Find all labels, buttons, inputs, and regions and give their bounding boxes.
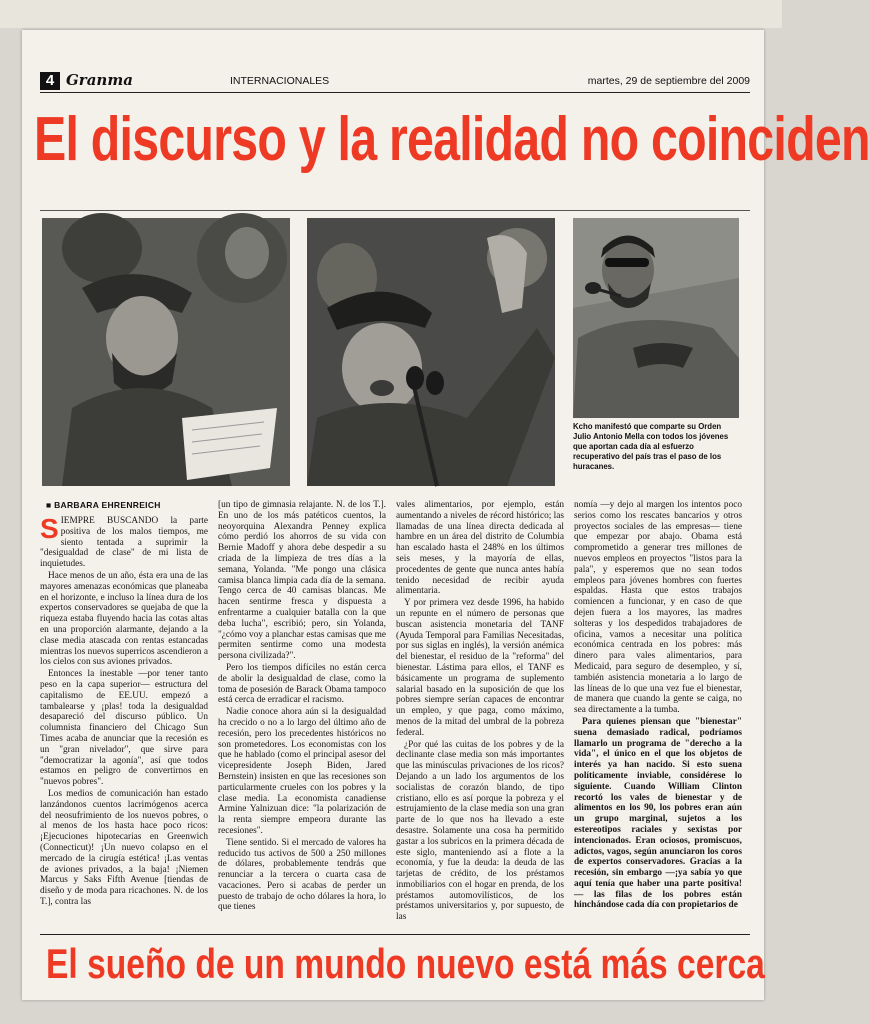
- divider: [40, 934, 750, 935]
- section-label: INTERNACIONALES: [230, 75, 330, 87]
- paragraph: Entonces la inestable —por tener tanto peso en la capa superior— estructura del capitalismo de EE.UU. empezó a tambalearse y ¡plas! toda la desigualdad desapareció del discurso público. Un columnista financiero del Chicago Sun Times acaba de anunciar que la recesión es un "gran nivelador", que sirve para "democratizar la agonía", así que todos estamos en peligro de convertirnos en "nuevos pobres".: [40, 669, 208, 788]
- article-column-3: [396, 500, 564, 930]
- paragraph: Los medios de comunicación han estado lanzándonos cuentos lacrimógenos acerca del neosufrimiento de los nuevos pobres, o al menos de los hasta hace poco ricos: ¡Ejecuciones hipotecarias en Greenwich (Connecticut)! ¡Un nuevo colapso en el mercado de la cirugía estética! ¡Las ventas de aviones privados, a la baja! ¡Niemen Marcus y Saks Fifth Avenue [tiendas de diseño y de moda para ricachones. N. de los T.], contra las: [40, 788, 208, 907]
- byline: ■ BARBARA EHRENREICH: [46, 500, 161, 510]
- article-column-4: [574, 500, 742, 930]
- paragraph: Nadie conoce ahora aún si la desigualdad ha crecido o no a lo largo del último año de recesión, pero los precedentes históricos no son prometedores. Los economistas con los que he hablado (como el principal asesor del vicepresidente Joseph Biden, Jared Bernstein) insisten en que las recesiones son particularmente crueles con los pobres y la clase media. La economista canadiense Armine Yalnizuan dice: "la polarización de la renta siempre empeora durante las recesiones".: [218, 707, 386, 836]
- page-number: 4: [40, 72, 60, 90]
- paragraph: Pero los tiempos difíciles no están cerca de abolir la desigualdad de clase, como la toma de posesión de Barack Obama tampoco está cerca de erradicar el racismo.: [218, 662, 386, 706]
- paragraph: Tiene sentido. Si el mercado de valores ha reducido tus activos de 500 a 250 millones de dólares, probablemente tendrás que renunciar a la tercera o cuarta casa de vacaciones. Pero si acabas de perder un puesto de trabajo de ocho dólares la hora, lo que tienes: [218, 837, 386, 913]
- paragraph-bold: Para quienes piensan que "bienestar" suena demasiado radical, podríamos llamarlo un programa de "derecho a la vida", el único en el que los objetos de interés ya han nacido. Si esto suena políticamente inviable, considérese lo siguiente. Cuando William Clinton recortó los vales de bienestar y de alimentos en los 90, los pobres eran aún un grupo marginal, sujetos a los estereotipos raciales y sexistas por intencionados. Eran ociosos, promiscuos, adictos, vagos, según anunciaron los coros de expertos conservadores. Gracias a la recesión, sin embargo —¡ya sabía yo que aquí tenía que haber una parte positiva!— las filas de los pobres están hinchándose cada día con propietarios de: [574, 716, 742, 911]
- photo-speaker-microphones: [307, 218, 555, 486]
- paragraph: ¿Por qué las cuitas de los pobres y de la declinante clase media son más importantes que las minúsculas privaciones de los ricos? Dejando a un lado los argumentos de los socialistas de corazón blando, de tipo cristiano, ello es así porque la pobreza y el estrujamiento de la clase media son una gran parte de lo que nos ha llevado a este desastre. Solamente una cosa ha permitido gastar a los subricos en la primera década de este siglo, manteniendo así a flote a la economía, y fue la deuda: la deuda de las tarjetas de crédito, de los préstamos inmobiliarios con el hogar en prenda, de los préstamos automovilísticos, de los préstamos universitarios y, por supuesto, de las: [396, 739, 564, 923]
- page-header: [40, 72, 750, 93]
- newspaper-page: [22, 30, 870, 1000]
- article-column-1: [40, 513, 208, 928]
- paragraph: [un tipo de gimnasia relajante. N. de los T.]. En uno de los más patéticos cuentos, la neoyorquina Alexandra Penney explica cómo perdió los ahorros de su vida con Bernie Madoff y ahora debe despedir a su criada de la limpieza de tres días a la semana, Yolanda. "Me pongo una clásica camisa blanca limpia cada día de la semana. Tengo cerca de 40 camisas blancas. Me hacen sentirme fresca y dispuesta a enfrentarme a cualquier batalla con la que deba lucha", escribió; pero, sin Yolanda, "¿cómo voy a planchar estas camisas que me permiten sentirme como una modesta persona civilizada?".: [218, 500, 386, 662]
- paragraph: IEMPRE BUSCANDO la parte positiva de los malos tiempos, me siento tentada a suprimir la "desigualdad de clase" de mi lista de inquietudes.: [40, 516, 208, 570]
- paragraph: vales alimentarios, por ejemplo, están aumentando a niveles de récord histórico; las llamadas de una línea directa dedicada al hambre en un área del distrito de Columbia han escalado hasta el 248% en los últimos seis meses, y la mayoría de ellas, procedentes de gente que nunca antes había tenido necesidad de recibir ayuda alimentaria.: [396, 500, 564, 597]
- paragraph: Hace menos de un año, ésta era una de las mayores amenazas económicas que planeaba en el horizonte, e incluso la línea dura de los expertos conservadores se quejaba de que la riqueza estaba fluyendo hacia las cotas altas en una proporción alarmante, dejando a la clase media atascada con rentas estancadas mientras los nuevos superricos ascendieron a los cielos con sus aviones privados.: [40, 570, 208, 668]
- divider: [40, 210, 750, 211]
- photo-man-microphone: [573, 218, 739, 418]
- photo-man-reading: [42, 218, 290, 486]
- paragraph: nomía —y dejo al margen los intentos poco serios como los rescates bancarios y otros proyectos sociales de las empresas— tiene que empezar por abajo. Obama está comprometido a generar tres millones de nuevos empleos en proyectos "listos para la pala", y esperemos que no sean todos empleos para jóvenes hombres con fuertes espaldas. Hasta que estos trabajos comiencen a funcionar, y en caso de que dejen fuera a los mayores, las madres solteras y los despedidos trabajadores de oficina, vamos a necesitar una política económica centrada en los pobres: más dinero para vales alimentarios, para Medicaid, para seguro de desempleo, y sí, también asistencia monetaria a lo largo de las líneas de lo que una vez fue el bienestar, de manera que cuando la gente se caiga, no sea directamente a la tumba.: [574, 500, 742, 716]
- issue-date: martes, 29 de septiembre del 2009: [587, 75, 750, 87]
- bottom-headline: El sueño de un mundo nuevo está más cerca: [46, 940, 765, 987]
- article-column-2: [218, 500, 386, 930]
- author-name: BARBARA EHRENREICH: [54, 500, 161, 510]
- drop-cap: S: [40, 513, 59, 544]
- paragraph: Y por primera vez desde 1996, ha habido un repunte en el número de personas que buscan asistencia monetaria del TANF (Ayuda Temporal para Familias Necesitadas, por sus siglas en inglés), la versión anémica del bienestar, el residuo de la "reforma" del bienestar. Lástima para ellos, el TANF es básicamente un programa de suplemento salarial basado en la suposición de que los pobres siempre serían capaces de encontrar un empleo, y que paga, como máximo, menos de la mitad del umbral de la pobreza federal.: [396, 598, 564, 738]
- scan-border: [0, 0, 782, 28]
- photo-caption: Kcho manifestó que comparte su Orden Julio Antonio Mella con todos los jóvenes que aportan cada día al esfuerzo recuperativo del país tras el paso de los huracanes.: [573, 422, 729, 471]
- main-headline: El discurso y la realidad no coinciden: [34, 105, 870, 174]
- masthead-logo: Granma: [66, 71, 133, 89]
